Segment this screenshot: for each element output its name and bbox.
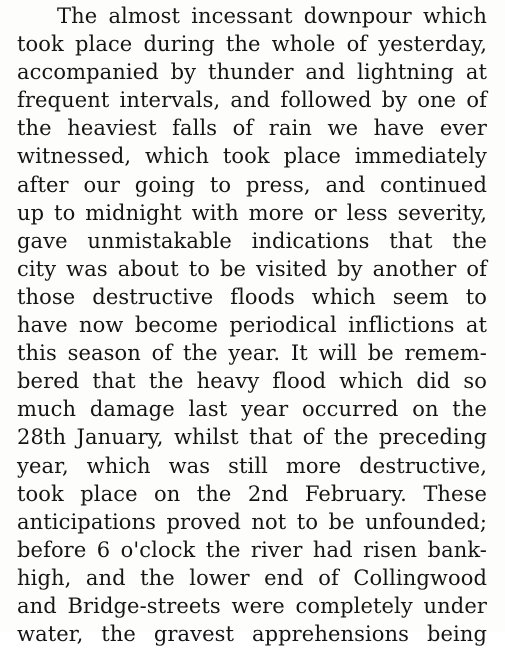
article-line-5: the heaviest falls of rain we have ever bbox=[17, 116, 487, 141]
article-line-13: this season of the year. It will be remem- bbox=[17, 341, 487, 366]
article-line-15: much damage last year occurred on the bbox=[17, 397, 487, 422]
article-column bbox=[17, 2, 487, 648]
article-line-6: witnessed, which took place immediately bbox=[17, 144, 487, 169]
article-line-23: water, the gravest apprehensions being bbox=[17, 622, 487, 647]
article-line-2: took place during the whole of yesterday, bbox=[17, 32, 487, 57]
article-line-17: year, which was still more destructive, bbox=[17, 453, 487, 478]
article-line-12: have now become periodical inflictions at bbox=[17, 313, 487, 338]
article-line-8: up to midnight with more or less severity, bbox=[17, 200, 487, 225]
article-line-3: accompanied by thunder and lightning at bbox=[17, 60, 487, 85]
article-line-21: high, and the lower end of Collingwood bbox=[17, 565, 487, 590]
article-line-4: frequent intervals, and followed by one of bbox=[17, 88, 487, 113]
article-line-19: anticipations proved not to be unfounded; bbox=[17, 509, 487, 534]
article-line-16: 28th January, whilst that of the preceding bbox=[17, 425, 487, 450]
article-line-11: those destructive floods which seem to bbox=[17, 284, 487, 309]
article-line-7: after our going to press, and continued bbox=[17, 172, 487, 197]
article-line-14: bered that the heavy flood which did so bbox=[17, 369, 487, 394]
article-line-18: took place on the 2nd February. These bbox=[17, 481, 487, 506]
article-line-9: gave unmistakable indications that the bbox=[17, 228, 487, 253]
article-line-1: The almost incessant downpour which bbox=[57, 4, 487, 28]
article-line-20: before 6 o'clock the river had risen bank- bbox=[17, 537, 487, 562]
article-line-22: and Bridge-streets were completely under bbox=[17, 593, 487, 618]
article-line-10: city was about to be visited by another of bbox=[17, 256, 487, 281]
